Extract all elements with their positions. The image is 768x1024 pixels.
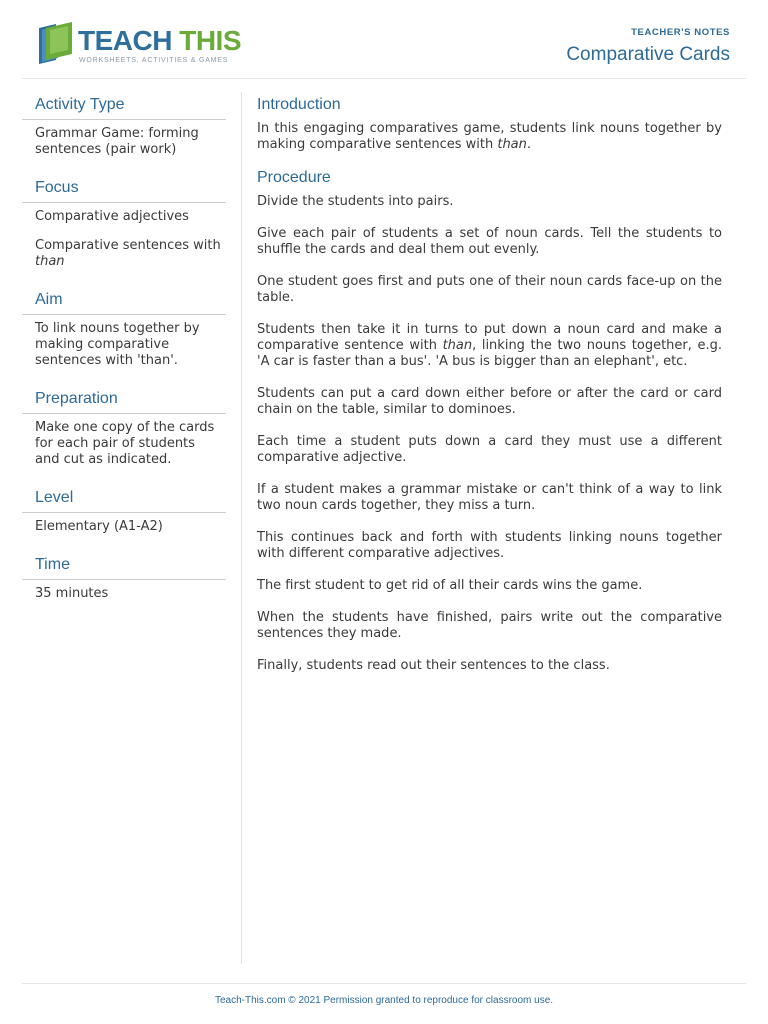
logo-tagline: WORKSHEETS, ACTIVITIES & GAMES	[79, 57, 229, 64]
introduction-text	[257, 121, 722, 153]
level-section	[22, 485, 226, 535]
focus-section	[22, 175, 226, 270]
level-heading: Level	[35, 489, 74, 506]
focus-item-emphasis: than	[35, 254, 65, 269]
section-divider	[22, 512, 226, 513]
header-divider	[22, 78, 746, 79]
book-logo-icon	[36, 22, 76, 66]
section-divider	[22, 579, 226, 580]
section-divider	[22, 413, 226, 414]
teach-this-logo[interactable]	[36, 22, 242, 70]
intro-emphasis: than	[497, 137, 527, 152]
focus-heading: Focus	[35, 179, 79, 196]
logo-wordmark	[78, 26, 241, 56]
activity-type-text: Grammar Game: forming sentences (pair work)	[35, 126, 199, 157]
activity-type-section	[22, 92, 226, 158]
focus-item	[22, 238, 226, 270]
intro-text: In this engaging comparatives game, students link nouns together by making comparative sentences with	[257, 121, 722, 152]
procedure-step-text: Students then take it in turns to put down a noun card and make a comparative sentence with	[257, 322, 722, 353]
sidebar	[22, 92, 226, 619]
focus-item-text: Comparative sentences with	[35, 238, 221, 253]
procedure-step: This continues back and forth with students linking nouns together with different comparative adjectives.	[257, 530, 722, 561]
header-titles	[566, 27, 730, 66]
section-divider	[22, 314, 226, 315]
aim-section	[22, 287, 226, 369]
procedure-heading: Procedure	[257, 169, 331, 186]
document-title: Comparative Cards	[566, 44, 730, 65]
procedure-step: Divide the students into pairs.	[257, 194, 454, 209]
teachers-notes-label: TEACHER'S NOTES	[631, 27, 730, 38]
time-heading: Time	[35, 556, 70, 573]
procedure-step: If a student makes a grammar mistake or can't think of a way to link two noun cards together, they miss a turn.	[257, 482, 722, 513]
procedure-step	[257, 322, 722, 370]
page-header	[0, 0, 768, 78]
logo-teach: TEACH	[78, 25, 172, 56]
column-divider	[241, 92, 242, 964]
time-section	[22, 552, 226, 602]
section-divider	[22, 119, 226, 120]
procedure-step: When the students have finished, pairs write out the comparative sentences they made.	[257, 610, 722, 641]
aim-heading: Aim	[35, 291, 63, 308]
section-divider	[22, 202, 226, 203]
procedure-step: One student goes first and puts one of their noun cards face-up on the table.	[257, 274, 722, 305]
preparation-text: Make one copy of the cards for each pair of students and cut as indicated.	[35, 420, 215, 467]
procedure-step: The first student to get rid of all their cards wins the game.	[257, 578, 643, 593]
procedure-step-text-end: , linking the two nouns together, e.g. 'A car is faster than a bus'. 'A bus is bigger than an elephant', etc.	[257, 338, 723, 369]
main-content	[257, 92, 722, 690]
preparation-section	[22, 386, 226, 468]
level-text: Elementary (A1-A2)	[35, 519, 163, 534]
procedure-step: Give each pair of students a set of noun cards. Tell the students to shuffle the cards and deal them out evenly.	[257, 226, 722, 257]
procedure-step: Students can put a card down either before or after the card or card chain on the table, similar to dominoes.	[257, 386, 722, 417]
footer-divider	[22, 983, 746, 984]
procedure-step-emphasis: than	[442, 338, 473, 353]
activity-type-heading: Activity Type	[35, 96, 125, 113]
procedure-step: Finally, students read out their sentences to the class.	[257, 658, 610, 673]
preparation-heading: Preparation	[35, 390, 118, 407]
intro-text-end: .	[526, 137, 532, 152]
logo-this: THIS	[179, 25, 242, 56]
introduction-heading: Introduction	[257, 96, 341, 113]
focus-item: Comparative adjectives	[35, 209, 189, 224]
aim-text: To link nouns together by making comparative sentences with 'than'.	[35, 321, 200, 368]
footer-copyright: Teach-This.com © 2021 Permission granted to reproduce for classroom use.	[214, 995, 554, 1006]
procedure-step: Each time a student puts down a card they must use a different comparative adjective.	[257, 434, 722, 465]
time-text: 35 minutes	[35, 586, 109, 601]
